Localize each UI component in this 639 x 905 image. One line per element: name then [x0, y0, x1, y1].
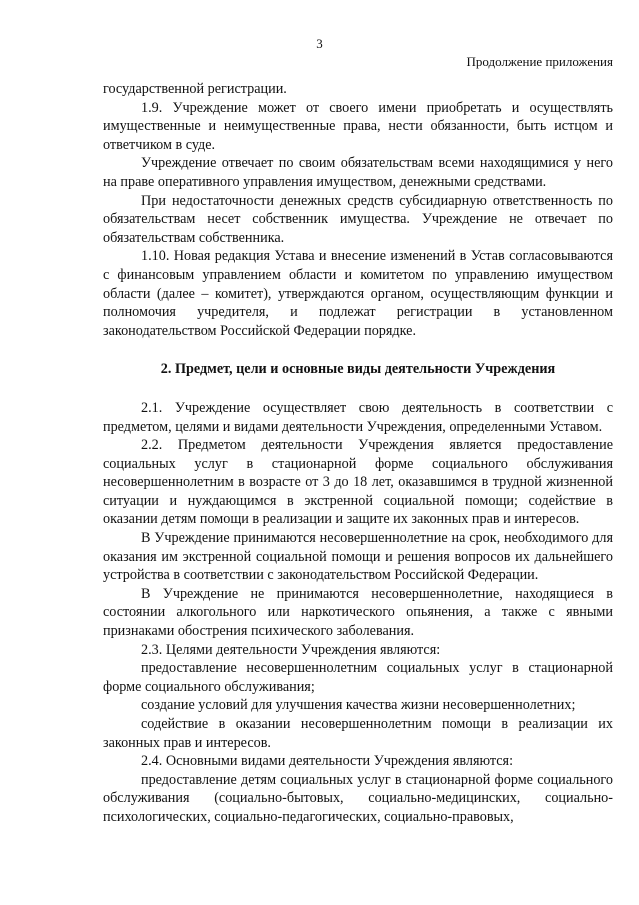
paragraph-2-4: 2.4. Основными видами деятельности Учреждения являются: [141, 753, 514, 770]
paragraph-1-9: 1.9. Учреждение может от своего имени приобретать и осуществлять имущественные и неимущественные права, нести обязанности, быть истцом и ответчиком в суде. [103, 99, 613, 153]
list-item-goal-3: содействие в оказании несовершеннолетним помощи в реализации их законных прав и интересов. [103, 716, 613, 751]
page-number: 3 [316, 36, 323, 51]
paragraph-liability: Учреждение отвечает по своим обязательствам всеми находящимися у него на праве оперативного управления имуществом, денежными средствами. [103, 155, 613, 190]
paragraph-admission: В Учреждение принимаются несовершеннолетние на срок, необходимого для оказания им экстренной социальной помощи и решения вопросов их дальнейшего устройства в соответствии с законодательством Российской Федерации. [103, 530, 613, 584]
paragraph-2-3: 2.3. Целями деятельности Учреждения являются: [141, 641, 441, 658]
list-item-goal-2: создание условий для улучшения качества жизни несовершеннолетних; [141, 697, 576, 714]
paragraph-subsidiary-liability: При недостаточности денежных средств субсидиарную ответственность по обязательствам несет собственник имущества. Учреждение не отвечает по обязательствам собственника. [103, 192, 613, 246]
section-2-heading: 2. Предмет, цели и основные виды деятельности Учреждения [160, 361, 556, 378]
list-item-activity-1: предоставление детям социальных услуг в стационарной форме социального обслуживания (социально-бытовых, социально-медицинских, социально-психологических, социально-педагогических, социально-правовых, [103, 771, 613, 825]
list-item-goal-1: предоставление несовершеннолетним социальных услуг в стационарной форме социального обслуживания; [103, 660, 613, 695]
paragraph-continuation: государственной регистрации. [103, 81, 287, 97]
running-header: Продолжение приложения [466, 54, 613, 69]
paragraph-non-admission: В Учреждение не принимаются несовершеннолетние, находящиеся в состоянии алкогольного или наркотического опьянения, а также с явными признаками обострения психического заболевания. [103, 585, 613, 640]
paragraph-1-10: 1.10. Новая редакция Устава и внесение изменений в Устав согласовываются с финансовым управлением области и комитетом по управлению имуществом области (далее – комитет), утверждаются органом, осуществляющим функции и полномочия учредителя, и подлежат регистрации в установленном законодательством Российской Федерации порядке. [103, 248, 613, 339]
document-body [103, 80, 613, 827]
paragraph-2-1: 2.1. Учреждение осуществляет свою деятельность в соответствии с предметом, целями и видами деятельности Учреждения, определенными Уставом. [103, 399, 613, 435]
paragraph-2-2: 2.2. Предметом деятельности Учреждения является предоставление социальных услуг в стационарной форме социального обслуживания несовершеннолетним в возрасте от 3 до 18 лет, оказавшимся в трудной жизненной ситуации и нуждающимся в экстренной социальной помощи; содействие в оказании детям помощи в реализации и защите их законных прав и интересов. [103, 437, 613, 528]
